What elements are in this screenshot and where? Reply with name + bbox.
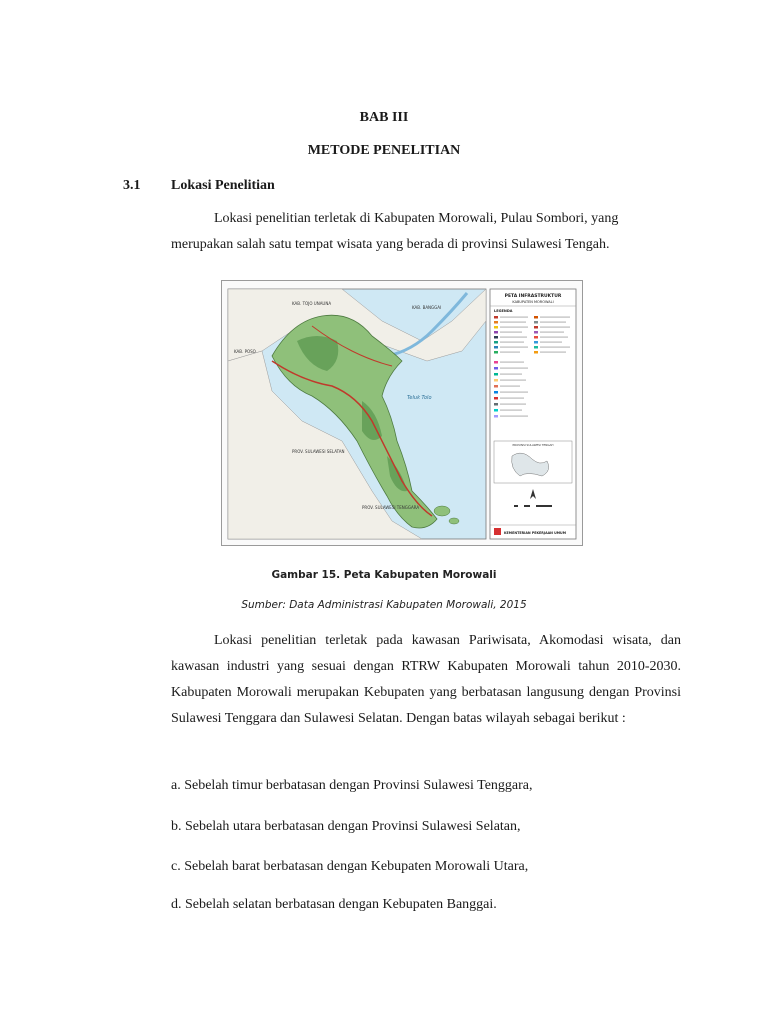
- section-title: Lokasi Penelitian: [171, 178, 275, 193]
- legend-text-line: [500, 386, 520, 387]
- label-teluk-tolo: Teluk Tolo: [407, 395, 432, 401]
- legend-text-line: [500, 416, 528, 417]
- legend-text-line: [500, 404, 526, 405]
- legend-text-line: [500, 380, 526, 381]
- legend-swatch: [534, 351, 538, 354]
- legend-swatch: [494, 391, 498, 394]
- label-prov-sulsel: PROV. SULAWESI SELATAN: [292, 449, 345, 454]
- legend-swatch: [494, 321, 498, 324]
- legend-swatch: [494, 367, 498, 370]
- legend-text-line: [500, 410, 522, 411]
- legend-text-line: [540, 347, 570, 348]
- legend-title: PETA INFRASTRUKTUR: [504, 294, 562, 299]
- ministry-name: KEMENTERIAN PEKERJAAN UMUM: [504, 531, 566, 535]
- scale-bar-segment: [530, 505, 536, 507]
- legend-swatch: [534, 321, 538, 324]
- ministry-logo: [494, 528, 501, 535]
- legend-swatch: [534, 316, 538, 319]
- morowali-map: [222, 281, 582, 545]
- legend-text-line: [540, 327, 570, 328]
- boundary-item-south: d. Sebelah selatan berbatasan dengan Kebupaten Banggai.: [171, 897, 497, 912]
- paragraph-location-text: Lokasi penelitian terletak pada kawasan Pariwisata, Akomodasi wisata, dan kawasan industri yang sesuai dengan RTRW Kabupaten Morowali tahun 2010-2030. Kabupaten Morowali merupakan Kebupaten yang berbatasan langusung dengan Provinsi Sulawesi Tenggara dan Sulawesi Selatan. Dengan batas wilayah sebagai berikut :: [171, 633, 681, 726]
- legend-swatch: [494, 385, 498, 388]
- legend-text-line: [540, 352, 566, 353]
- legend-swatch: [494, 409, 498, 412]
- legend-swatch: [534, 326, 538, 329]
- legend-swatch: [494, 316, 498, 319]
- legend-text-line: [500, 347, 528, 348]
- legend-text-line: [540, 332, 564, 333]
- boundary-item-east: a. Sebelah timur berbatasan dengan Provinsi Sulawesi Tenggara,: [171, 778, 533, 793]
- boundary-item-north: b. Sebelah utara berbatasan dengan Provinsi Sulawesi Selatan,: [171, 819, 521, 834]
- legend-text-line: [500, 368, 528, 369]
- label-prov-sultra: PROV. SULAWESI TENGGARA: [362, 505, 420, 510]
- legend-swatch: [494, 336, 498, 339]
- paragraph-intro-line1: Lokasi penelitian terletak di Kabupaten Morowali, Pulau Sombori, yang: [214, 211, 619, 226]
- label-poso: KAB. POSO: [234, 349, 256, 354]
- legend-text-line: [500, 322, 526, 323]
- legend-swatch: [494, 351, 498, 354]
- inset-label: PROVINSI SULAWESI TENGAH: [512, 443, 554, 447]
- legend-swatch: [494, 403, 498, 406]
- paragraph-location: [171, 628, 681, 732]
- legend-text-line: [500, 337, 527, 338]
- legend-swatch: [494, 341, 498, 344]
- legend-text-line: [500, 327, 528, 328]
- legend-swatch: [494, 346, 498, 349]
- label-tojo-unauna: KAB. TOJO UNAUNA: [292, 301, 332, 306]
- figure-caption: Gambar 15. Peta Kabupaten Morowali: [271, 569, 497, 581]
- legend-text-line: [500, 342, 524, 343]
- scale-bar-segment: [518, 505, 524, 507]
- legend-text-line: [540, 337, 568, 338]
- paragraph-intro: [171, 206, 681, 258]
- legend-swatch: [534, 341, 538, 344]
- legend-swatch: [534, 331, 538, 334]
- legend-text-line: [500, 392, 528, 393]
- legend-text-line: [540, 322, 566, 323]
- map-figure: [221, 280, 583, 546]
- legend-swatch: [534, 346, 538, 349]
- legend-swatch: [494, 373, 498, 376]
- legend-heading: LEGENDA: [494, 309, 513, 313]
- legend-text-line: [540, 317, 570, 318]
- legend-swatch: [494, 361, 498, 364]
- legend-swatch: [494, 397, 498, 400]
- legend-text-line: [500, 374, 522, 375]
- legend-text-line: [500, 352, 520, 353]
- legend-text-line: [500, 317, 528, 318]
- figure-source: Sumber: Data Administrasi Kabupaten Morowali, 2015: [241, 599, 527, 611]
- paragraph-intro-line2: merupakan salah satu tempat wisata yang berada di provinsi Sulawesi Tengah.: [171, 237, 610, 252]
- legend-swatch: [494, 415, 498, 418]
- chapter-number: BAB III: [359, 110, 409, 125]
- legend-text-line: [540, 342, 562, 343]
- legend-swatch: [494, 331, 498, 334]
- boundary-item-west: c. Sebelah barat berbatasan dengan Kebupaten Morowali Utara,: [171, 859, 529, 874]
- island-2: [449, 518, 459, 524]
- legend-text-line: [500, 362, 524, 363]
- section-number: 3.1: [123, 178, 141, 193]
- chapter-title: METODE PENELITIAN: [307, 143, 461, 158]
- legend-text-line: [500, 332, 522, 333]
- label-banggai: KAB. BANGGAI: [412, 305, 442, 310]
- legend-swatch: [494, 379, 498, 382]
- legend-text-line: [500, 398, 524, 399]
- legend-subtitle: KABUPATEN MOROWALI: [512, 300, 554, 304]
- legend-swatch: [494, 326, 498, 329]
- island-1: [434, 506, 450, 516]
- legend-swatch: [534, 336, 538, 339]
